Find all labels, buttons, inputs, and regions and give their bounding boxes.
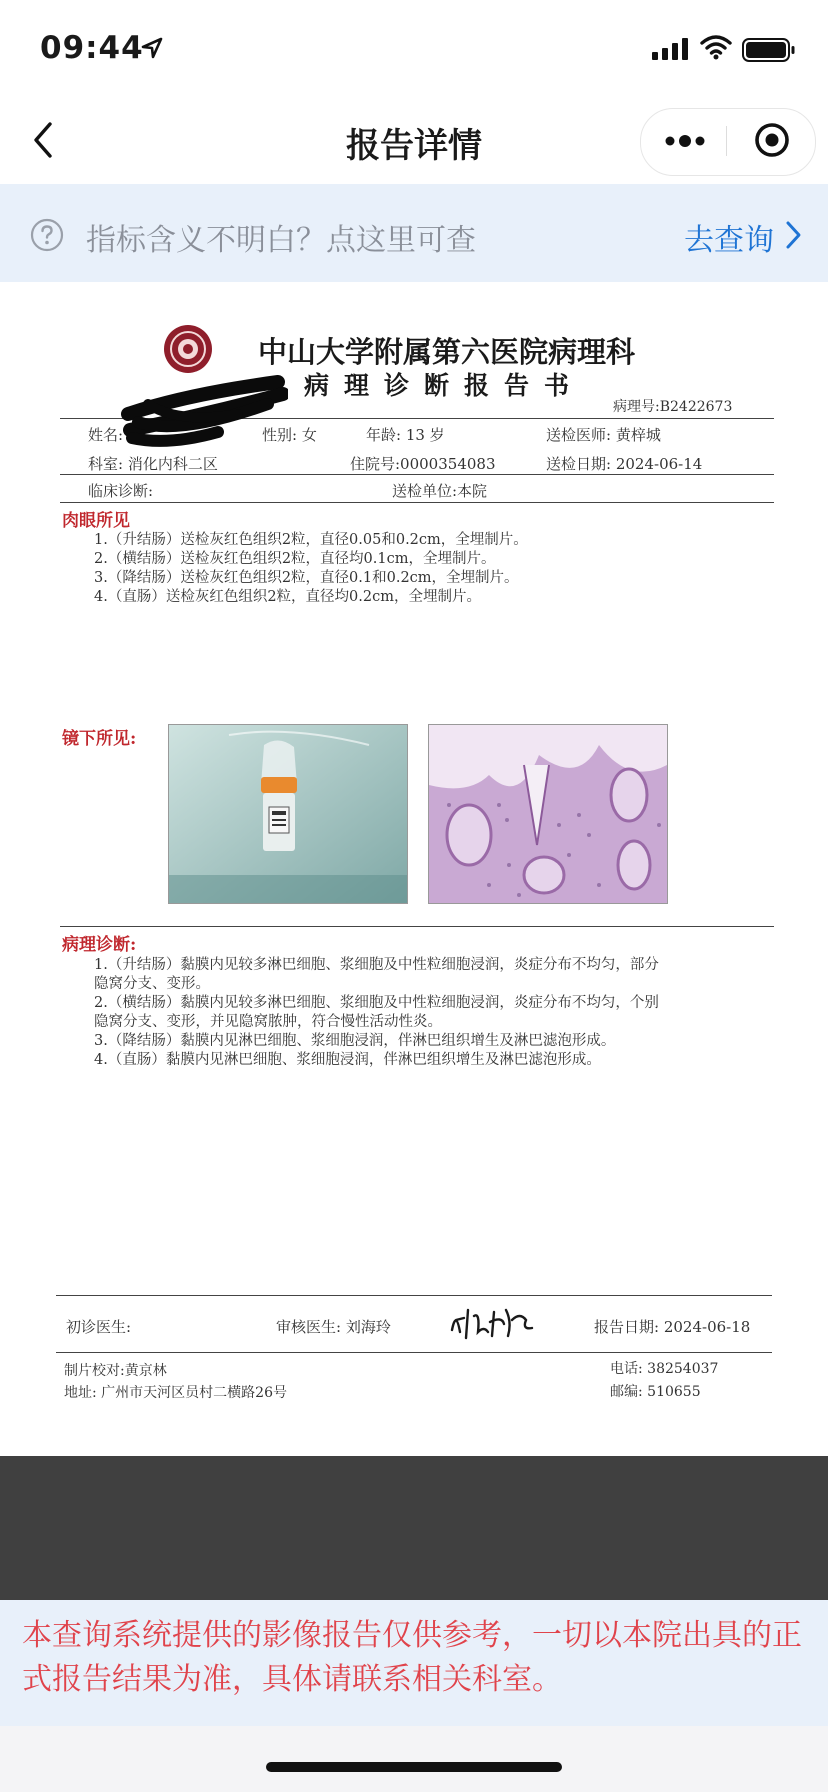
wifi-icon xyxy=(700,34,732,60)
diagnosis-line: 隐窝分支、变形。 xyxy=(94,976,210,992)
location-arrow-icon xyxy=(140,36,164,60)
patient-name-label: 姓名: xyxy=(88,426,124,444)
report-title: 病理诊断报告书 xyxy=(304,371,585,400)
go-query-link[interactable]: 去查询 xyxy=(684,223,774,258)
patient-gender: 性别: 女 xyxy=(262,426,317,444)
divider xyxy=(60,474,774,475)
help-banner-text: 指标含义不明白？点这里可查 xyxy=(86,223,476,258)
phone: 电话: 38254037 xyxy=(610,1361,719,1377)
sending-unit: 送检单位:本院 xyxy=(392,482,488,500)
capsule-divider xyxy=(726,126,727,156)
sending-doctor: 送检医师: 黄梓城 xyxy=(546,426,661,444)
status-time: 09:44 xyxy=(40,30,144,66)
gross-line: 1.（升结肠）送检灰红色组织2粒，直径0.05和0.2cm，全埋制片。 xyxy=(94,532,528,548)
microscopy-photo xyxy=(428,724,668,904)
more-dots-icon[interactable] xyxy=(664,130,706,152)
patient-age: 年龄: 13 岁 xyxy=(366,426,445,444)
question-circle-icon xyxy=(30,218,64,252)
cellular-signal-icon xyxy=(652,38,690,60)
microscopic-title: 镜下所见: xyxy=(62,729,137,749)
clinical-diagnosis-label: 临床诊断: xyxy=(88,482,154,500)
divider xyxy=(56,1295,772,1296)
gross-findings-title: 肉眼所见 xyxy=(62,511,130,531)
specimen-photo xyxy=(168,724,408,904)
pathology-number: 病理号:B2422673 xyxy=(613,399,733,415)
inpatient-number: 住院号:0000354083 xyxy=(350,455,496,473)
diagnosis-line: 2.（横结肠）黏膜内见较多淋巴细胞、浆细胞及中性粒细胞浸润，炎症分布不均匀，个别 xyxy=(94,995,659,1011)
department: 科室: 消化内科二区 xyxy=(88,455,218,473)
redaction-scribble xyxy=(118,374,288,454)
home-indicator[interactable] xyxy=(266,1762,562,1772)
hospital-name: 中山大学附属第六医院病理科 xyxy=(258,335,636,369)
divider xyxy=(60,502,774,503)
chevron-right-icon[interactable] xyxy=(784,220,804,250)
postcode: 邮编: 510655 xyxy=(610,1384,701,1400)
proofreader: 制片校对:黄京林 xyxy=(64,1363,167,1379)
review-doctor: 审核医生: 刘海玲 xyxy=(276,1318,391,1336)
diagnosis-line: 3.（降结肠）黏膜内见淋巴细胞、浆细胞浸润，伴淋巴组织增生及淋巴滤泡形成。 xyxy=(94,1033,616,1049)
gross-line: 4.（直肠）送检灰红色组织2粒，直径均0.2cm，全埋制片。 xyxy=(94,589,481,605)
diagnosis-line: 隐窝分支、变形，并见隐窝脓肿，符合慢性活动性炎。 xyxy=(94,1014,442,1030)
diagnosis-line: 4.（直肠）黏膜内见淋巴细胞、浆细胞浸润，伴淋巴组织增生及淋巴滤泡形成。 xyxy=(94,1052,601,1068)
divider xyxy=(56,1352,772,1353)
send-date: 送检日期: 2024-06-14 xyxy=(546,455,703,473)
disclaimer-text: 本查询系统提供的影像报告仅供参考，一切以本院出具的正式报告结果为准，具体请联系相关科室。 xyxy=(22,1618,802,1697)
report-date: 报告日期: 2024-06-18 xyxy=(594,1318,751,1336)
page-title: 报告详情 xyxy=(346,126,482,166)
hospital-logo-icon xyxy=(162,323,214,375)
diagnosis-line: 1.（升结肠）黏膜内见较多淋巴细胞、浆细胞及中性粒细胞浸润，炎症分布不均匀，部分 xyxy=(94,957,659,973)
address: 地址: 广州市天河区员村二横路26号 xyxy=(64,1385,287,1401)
doctor-signature xyxy=(446,1302,538,1344)
record-target-icon[interactable] xyxy=(752,120,792,160)
image-viewer-background xyxy=(0,1456,828,1600)
first-doctor-label: 初诊医生: xyxy=(66,1318,132,1336)
divider xyxy=(60,926,774,927)
battery-icon xyxy=(742,38,796,62)
gross-line: 2.（横结肠）送检灰红色组织2粒，直径均0.1cm，全埋制片。 xyxy=(94,551,496,567)
diagnosis-title: 病理诊断: xyxy=(62,935,137,955)
gross-line: 3.（降结肠）送检灰红色组织2粒，直径0.1和0.2cm，全埋制片。 xyxy=(94,570,519,586)
